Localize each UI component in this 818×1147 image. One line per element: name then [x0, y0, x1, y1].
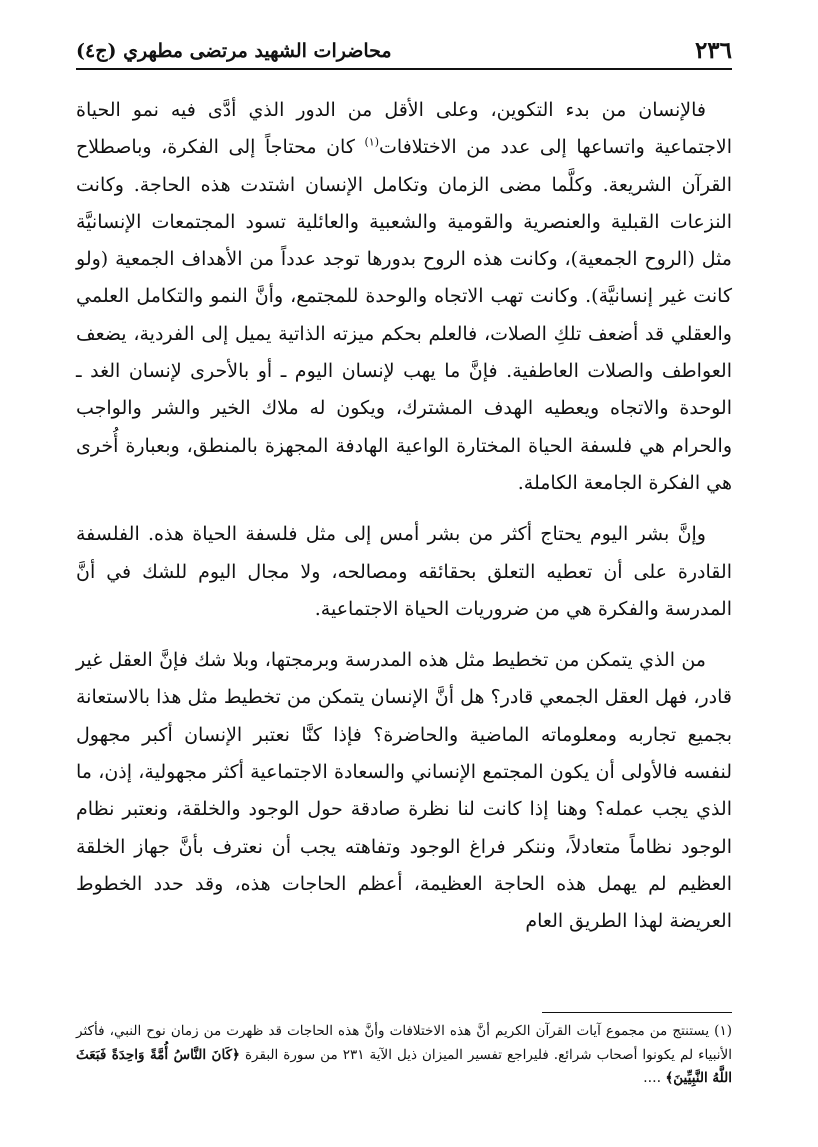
footnote-1 — [76, 1020, 732, 1091]
page-header — [76, 28, 732, 70]
footnote-reference[interactable]: (١) — [364, 135, 380, 149]
paragraph-1-rest: كان محتاجاً إلى الفكرة، وباصطلاح القرآن الشريعة. وكلَّما مضى الزمان وتكامل الإنسان اشتدت هذه الحاجة. وكانت النزعات القبلية والعنصرية والقومية والشعبية والعائلية تسود المجتمعات الإنسانيَّة مثل (الروح الجمعية)، وكانت هذه الروح بدورها توجد عدداً من الأهداف الجمعية (ولو كانت غير إنسانيَّة). وكانت تهب الاتجاه والوحدة للمجتمع، وأنَّ النمو والتكامل العلمي والعقلي قد أضعف تلكِ الصلات، فالعلم بحكم ميزته الذاتية يميل إلى الفردية، يضعف العواطف والصلات العاطفية. فإنَّ ما يهب لإنسان اليوم ـ أو بالأحرى لإنسان الغد ـ الوحدة والاتجاه ويعطيه الهدف المشترك، ويكون له ملاك الخير والشر والواجب والحرام هي فلسفة الحياة المختارة الواعية الهادفة المجهزة بالمنطق، وبعبارة أُخرى هي الفكرة الجامعة الكاملة. — [76, 136, 732, 494]
paragraph-1 — [76, 92, 732, 502]
paragraph-1-start: فالإنسان من بدء التكوين، وعلى الأقل من الدور الذي أدَّى فيه نمو الحياة الاجتماعية واتساعها إلى عدد من الاختلافات — [76, 99, 732, 159]
page-number: ٢٣٦ — [694, 37, 732, 64]
running-title: محاضرات الشهيد مرتضى مطهري (ج٤) — [76, 40, 392, 62]
footnote-text: (١) يستنتج من مجموع آيات القرآن الكريم أنَّ هذه الاختلافات وأنَّ هذه الحاجات قد ظهرت من زمان نوح النبي، فأكثر الأنبياء لم يكونوا أصحاب شرائع. فليراجع تفسير الميزان ذيل الآية ٢٣١ من سورة البقرة — [76, 1023, 732, 1063]
paragraph-2: وإنَّ بشر اليوم يحتاج أكثر من بشر أمس إلى مثل فلسفة الحياة هذه. الفلسفة القادرة على أن تعطيه التعلق بحقائقه ومصالحه، ولا مجال اليوم للشك في أنَّ المدرسة والفكرة هي من ضروريات الحياة الاجتماعية. — [76, 523, 732, 620]
footnote — [76, 1020, 732, 1091]
footnote-ellipsis: …. — [643, 1070, 662, 1086]
paragraph-3: من الذي يتمكن من تخطيط مثل هذه المدرسة وبرمجتها، وبلا شك فإنَّ العقل غير قادر، فهل العقل الجمعي قادر؟ هل أنَّ الإنسان يتمكن من تخطيط مثل هذا بالاستعانة بجميع تجاربه ومعلوماته الماضية والحاضرة؟ فإذا كنَّا نعتبر الإنسان أكبر مجهول لنفسه فالأولى أن يكون المجتمع الإنساني والسعادة الاجتماعية أكثر مجهولية، إذن، ما الذي يجب عمله؟ وهنا إذا كانت لنا نظرة صادقة حول الوجود والخلقة، ونعتبر نظام الوجود نظاماً متعادلاً، وننكر فراغ الوجود وتفاهته يجب أن نعترف بأنَّ جهاز الخلقة العظيم لم يهمل هذه الحاجة العظيمة، أعظم الحاجات هذه، وقد حدد الخطوط العريضة لهذا الطريق العام — [76, 649, 732, 933]
body-text — [76, 92, 732, 941]
footnote-separator — [542, 1012, 732, 1013]
quran-verse: ﴿كَانَ النَّاسُ أُمَّةً وَاحِدَةً فَبَعَثَ اللَّهُ النَّبِيِّينَ﴾ — [76, 1046, 732, 1086]
